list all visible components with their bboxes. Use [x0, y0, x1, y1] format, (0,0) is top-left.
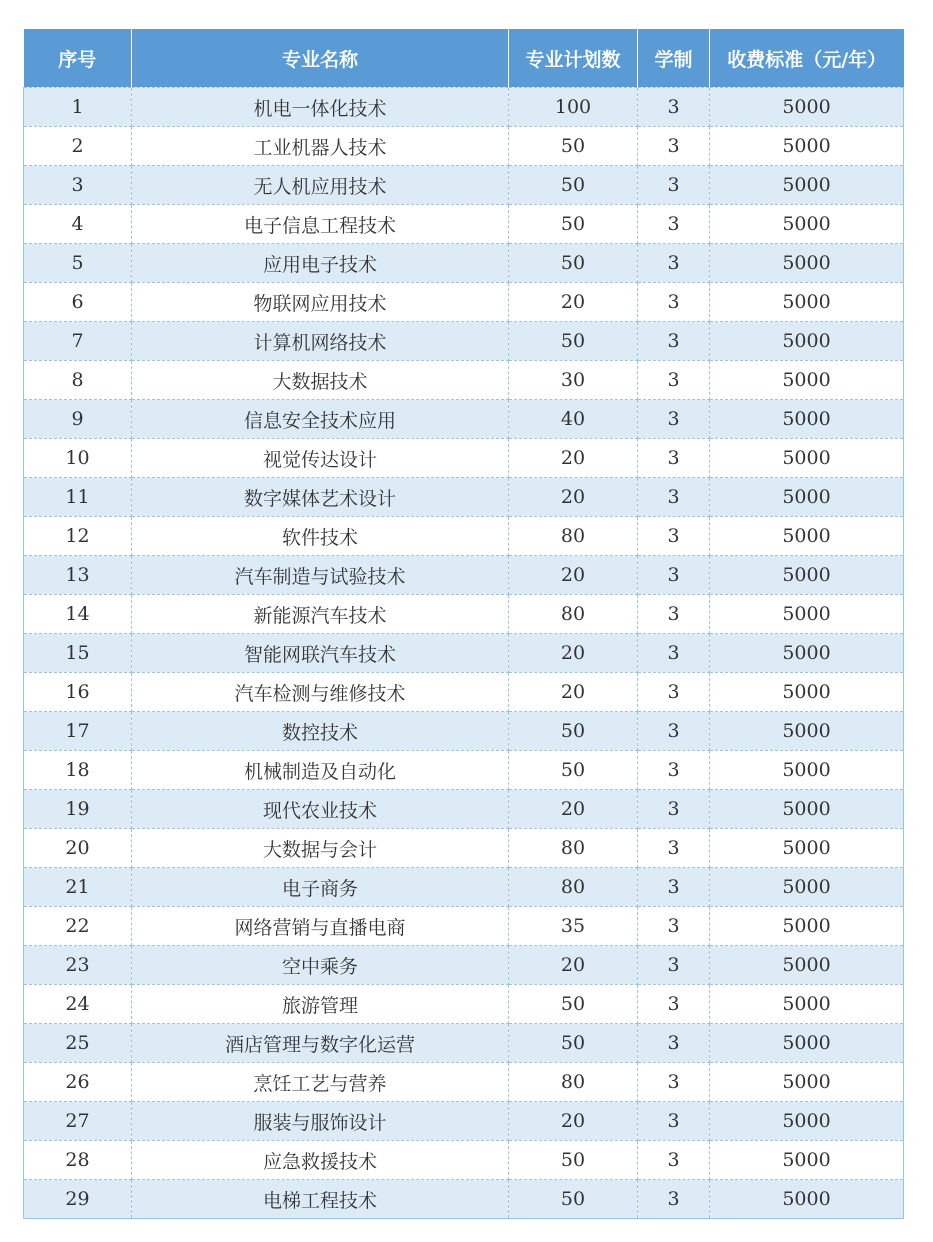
table-row	[24, 517, 904, 556]
cell-duration: 3	[638, 205, 710, 244]
cell-serial-number: 15	[24, 634, 132, 673]
cell-duration: 3	[638, 361, 710, 400]
cell-major-name: 旅游管理	[132, 985, 509, 1024]
table-row	[24, 1141, 904, 1180]
cell-tuition-fee: 5000	[710, 907, 904, 946]
cell-duration: 3	[638, 946, 710, 985]
cell-tuition-fee: 5000	[710, 244, 904, 283]
cell-plan-count: 35	[509, 907, 638, 946]
cell-serial-number: 22	[24, 907, 132, 946]
table-body	[24, 88, 904, 1219]
cell-serial-number: 1	[24, 88, 132, 127]
cell-tuition-fee: 5000	[710, 946, 904, 985]
major-fee-table	[23, 29, 904, 1219]
cell-plan-count: 50	[509, 166, 638, 205]
table-row	[24, 205, 904, 244]
cell-serial-number: 19	[24, 790, 132, 829]
table-row	[24, 322, 904, 361]
cell-plan-count: 20	[509, 634, 638, 673]
header-tuition-fee: 收费标准（元/年）	[710, 29, 904, 88]
cell-tuition-fee: 5000	[710, 985, 904, 1024]
cell-plan-count: 80	[509, 517, 638, 556]
cell-plan-count: 20	[509, 790, 638, 829]
cell-major-name: 网络营销与直播电商	[132, 907, 509, 946]
cell-serial-number: 27	[24, 1102, 132, 1141]
cell-tuition-fee: 5000	[710, 673, 904, 712]
cell-major-name: 烹饪工艺与营养	[132, 1063, 509, 1102]
cell-serial-number: 11	[24, 478, 132, 517]
cell-serial-number: 7	[24, 322, 132, 361]
table-row	[24, 751, 904, 790]
cell-serial-number: 4	[24, 205, 132, 244]
cell-serial-number: 6	[24, 283, 132, 322]
cell-major-name: 软件技术	[132, 517, 509, 556]
cell-tuition-fee: 5000	[710, 1102, 904, 1141]
table-row	[24, 127, 904, 166]
cell-serial-number: 20	[24, 829, 132, 868]
cell-plan-count: 30	[509, 361, 638, 400]
cell-duration: 3	[638, 400, 710, 439]
cell-duration: 3	[638, 595, 710, 634]
table-row	[24, 361, 904, 400]
cell-tuition-fee: 5000	[710, 283, 904, 322]
table-row	[24, 985, 904, 1024]
cell-major-name: 电梯工程技术	[132, 1180, 509, 1219]
cell-plan-count: 50	[509, 244, 638, 283]
cell-plan-count: 50	[509, 712, 638, 751]
cell-duration: 3	[638, 673, 710, 712]
cell-duration: 3	[638, 712, 710, 751]
cell-major-name: 数控技术	[132, 712, 509, 751]
cell-serial-number: 24	[24, 985, 132, 1024]
cell-duration: 3	[638, 1024, 710, 1063]
cell-duration: 3	[638, 634, 710, 673]
cell-duration: 3	[638, 868, 710, 907]
cell-serial-number: 3	[24, 166, 132, 205]
cell-plan-count: 50	[509, 985, 638, 1024]
cell-major-name: 空中乘务	[132, 946, 509, 985]
cell-tuition-fee: 5000	[710, 127, 904, 166]
cell-serial-number: 16	[24, 673, 132, 712]
major-fee-table-container	[23, 29, 903, 1219]
cell-plan-count: 20	[509, 283, 638, 322]
cell-plan-count: 50	[509, 322, 638, 361]
cell-tuition-fee: 5000	[710, 1180, 904, 1219]
cell-plan-count: 100	[509, 88, 638, 127]
cell-tuition-fee: 5000	[710, 868, 904, 907]
cell-tuition-fee: 5000	[710, 166, 904, 205]
cell-major-name: 信息安全技术应用	[132, 400, 509, 439]
cell-tuition-fee: 5000	[710, 712, 904, 751]
table-row	[24, 1024, 904, 1063]
table-row	[24, 946, 904, 985]
cell-serial-number: 12	[24, 517, 132, 556]
cell-duration: 3	[638, 244, 710, 283]
cell-tuition-fee: 5000	[710, 751, 904, 790]
cell-tuition-fee: 5000	[710, 361, 904, 400]
table-row	[24, 283, 904, 322]
cell-duration: 3	[638, 556, 710, 595]
table-row	[24, 595, 904, 634]
cell-plan-count: 50	[509, 1141, 638, 1180]
cell-tuition-fee: 5000	[710, 205, 904, 244]
table-row	[24, 439, 904, 478]
cell-duration: 3	[638, 1102, 710, 1141]
cell-major-name: 新能源汽车技术	[132, 595, 509, 634]
cell-serial-number: 9	[24, 400, 132, 439]
cell-major-name: 无人机应用技术	[132, 166, 509, 205]
cell-plan-count: 50	[509, 1024, 638, 1063]
cell-major-name: 智能网联汽车技术	[132, 634, 509, 673]
cell-serial-number: 13	[24, 556, 132, 595]
cell-major-name: 现代农业技术	[132, 790, 509, 829]
cell-serial-number: 23	[24, 946, 132, 985]
cell-tuition-fee: 5000	[710, 790, 904, 829]
cell-tuition-fee: 5000	[710, 322, 904, 361]
cell-serial-number: 14	[24, 595, 132, 634]
cell-duration: 3	[638, 439, 710, 478]
cell-major-name: 物联网应用技术	[132, 283, 509, 322]
cell-plan-count: 80	[509, 1063, 638, 1102]
table-row	[24, 244, 904, 283]
table-row	[24, 556, 904, 595]
table-row	[24, 790, 904, 829]
cell-tuition-fee: 5000	[710, 439, 904, 478]
cell-serial-number: 10	[24, 439, 132, 478]
table-row	[24, 829, 904, 868]
table-row	[24, 868, 904, 907]
cell-major-name: 应用电子技术	[132, 244, 509, 283]
cell-tuition-fee: 5000	[710, 1063, 904, 1102]
cell-serial-number: 18	[24, 751, 132, 790]
header-duration: 学制	[638, 29, 710, 88]
cell-tuition-fee: 5000	[710, 478, 904, 517]
cell-plan-count: 20	[509, 673, 638, 712]
header-serial-number: 序号	[24, 29, 132, 88]
table-header	[24, 29, 904, 88]
cell-serial-number: 29	[24, 1180, 132, 1219]
cell-major-name: 数字媒体艺术设计	[132, 478, 509, 517]
cell-tuition-fee: 5000	[710, 88, 904, 127]
cell-major-name: 计算机网络技术	[132, 322, 509, 361]
table-row	[24, 634, 904, 673]
header-row	[24, 29, 904, 88]
cell-plan-count: 50	[509, 751, 638, 790]
cell-tuition-fee: 5000	[710, 1024, 904, 1063]
cell-tuition-fee: 5000	[710, 556, 904, 595]
table-row	[24, 1180, 904, 1219]
cell-serial-number: 8	[24, 361, 132, 400]
cell-plan-count: 80	[509, 829, 638, 868]
table-row	[24, 907, 904, 946]
cell-serial-number: 25	[24, 1024, 132, 1063]
header-major-name: 专业名称	[132, 29, 509, 88]
cell-plan-count: 20	[509, 946, 638, 985]
cell-tuition-fee: 5000	[710, 400, 904, 439]
table-row	[24, 1102, 904, 1141]
cell-duration: 3	[638, 907, 710, 946]
table-row	[24, 712, 904, 751]
cell-major-name: 视觉传达设计	[132, 439, 509, 478]
cell-major-name: 机械制造及自动化	[132, 751, 509, 790]
header-plan-count: 专业计划数	[509, 29, 638, 88]
cell-plan-count: 20	[509, 439, 638, 478]
cell-duration: 3	[638, 166, 710, 205]
cell-plan-count: 50	[509, 127, 638, 166]
cell-tuition-fee: 5000	[710, 634, 904, 673]
cell-major-name: 酒店管理与数字化运营	[132, 1024, 509, 1063]
cell-plan-count: 50	[509, 1180, 638, 1219]
cell-duration: 3	[638, 283, 710, 322]
cell-major-name: 大数据与会计	[132, 829, 509, 868]
cell-plan-count: 20	[509, 478, 638, 517]
cell-duration: 3	[638, 478, 710, 517]
cell-duration: 3	[638, 751, 710, 790]
table-row	[24, 88, 904, 127]
cell-tuition-fee: 5000	[710, 829, 904, 868]
cell-tuition-fee: 5000	[710, 517, 904, 556]
cell-plan-count: 20	[509, 556, 638, 595]
cell-major-name: 机电一体化技术	[132, 88, 509, 127]
table-row	[24, 478, 904, 517]
cell-plan-count: 80	[509, 868, 638, 907]
cell-duration: 3	[638, 517, 710, 556]
cell-tuition-fee: 5000	[710, 1141, 904, 1180]
cell-serial-number: 5	[24, 244, 132, 283]
cell-duration: 3	[638, 1141, 710, 1180]
cell-serial-number: 26	[24, 1063, 132, 1102]
cell-major-name: 电子商务	[132, 868, 509, 907]
cell-major-name: 汽车检测与维修技术	[132, 673, 509, 712]
cell-plan-count: 50	[509, 205, 638, 244]
cell-duration: 3	[638, 88, 710, 127]
cell-serial-number: 2	[24, 127, 132, 166]
cell-tuition-fee: 5000	[710, 595, 904, 634]
table-row	[24, 673, 904, 712]
cell-plan-count: 80	[509, 595, 638, 634]
cell-duration: 3	[638, 790, 710, 829]
cell-plan-count: 20	[509, 1102, 638, 1141]
cell-serial-number: 17	[24, 712, 132, 751]
cell-major-name: 应急救援技术	[132, 1141, 509, 1180]
cell-major-name: 服装与服饰设计	[132, 1102, 509, 1141]
cell-duration: 3	[638, 127, 710, 166]
table-row	[24, 400, 904, 439]
cell-major-name: 电子信息工程技术	[132, 205, 509, 244]
cell-duration: 3	[638, 1180, 710, 1219]
table-row	[24, 1063, 904, 1102]
cell-serial-number: 21	[24, 868, 132, 907]
cell-major-name: 汽车制造与试验技术	[132, 556, 509, 595]
cell-plan-count: 40	[509, 400, 638, 439]
cell-major-name: 工业机器人技术	[132, 127, 509, 166]
cell-duration: 3	[638, 829, 710, 868]
cell-duration: 3	[638, 322, 710, 361]
cell-duration: 3	[638, 1063, 710, 1102]
cell-duration: 3	[638, 985, 710, 1024]
cell-major-name: 大数据技术	[132, 361, 509, 400]
table-row	[24, 166, 904, 205]
cell-serial-number: 28	[24, 1141, 132, 1180]
